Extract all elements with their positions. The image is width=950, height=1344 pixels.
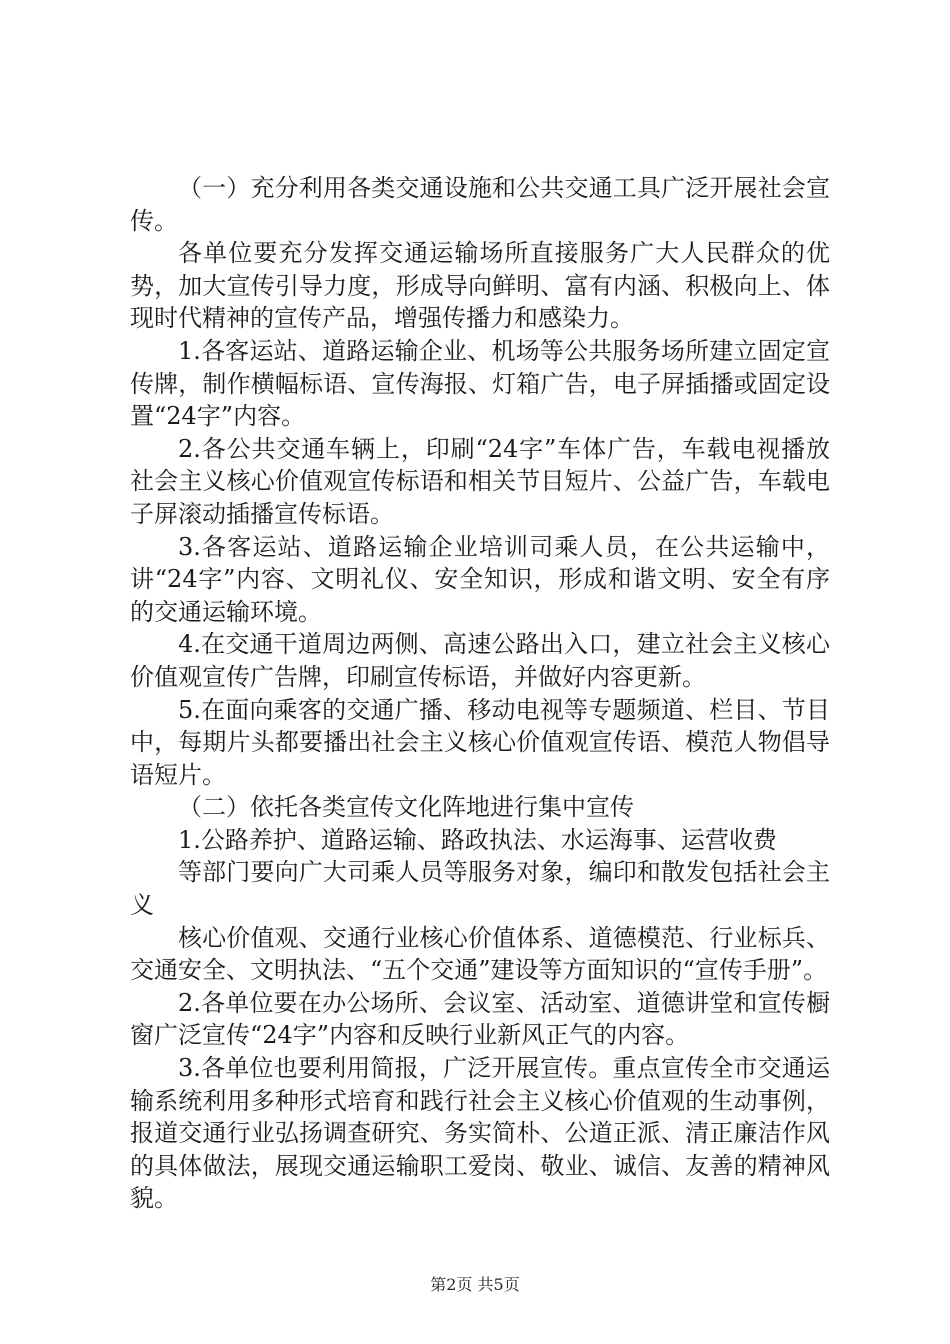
paragraph: 等部门要向广大司乘人员等服务对象，编印和散发包括社会主义 [130, 858, 830, 920]
list-item: 2.各公共交通车辆上，印刷“24字”车体广告，车载电视播放社会主义核心价值观宣传标语和相关节目短片、公益广告，车载电子屏滚动插播宣传标语。 [130, 434, 830, 528]
list-item: 1.各客运站、道路运输企业、机场等公共服务场所建立固定宣传牌，制作横幅标语、宣传海报、灯箱广告，电子屏插播或固定设置“24字”内容。 [130, 336, 830, 431]
section-heading-1: （一）充分利用各类交通设施和公共交通工具广泛开展社会宣传。 [130, 174, 830, 235]
paragraph: 各单位要充分发挥交通运输场所直接服务广大人民群众的优势，加大宣传引导力度，形成导向鲜明、富有内涵、积极向上、体现时代精神的宣传产品，增强传播力和感染力。 [130, 239, 830, 333]
document-body [130, 172, 830, 1215]
list-item: 3.各单位也要利用简报，广泛开展宣传。重点宣传全市交通运输系统利用多种形式培育和践行社会主义核心价值观的生动事例，报道交通行业弘扬调查研究、务实简朴、公道正派、清正廉洁作风的具体做法，展现交通运输职工爱岗、敬业、诚信、友善的精神风貌。 [130, 1054, 830, 1213]
list-item: 1.公路养护、道路运输、路政执法、水运海事、运营收费 [178, 825, 777, 854]
page-footer: 第2页 共5页 [430, 1275, 520, 1294]
list-item: 5.在面向乘客的交通广播、移动电视等专题频道、栏目、节目中，每期片头都要播出社会主义核心价值观宣传语、模范人物倡导语短片。 [130, 695, 830, 789]
list-item: 4.在交通干道周边两侧、高速公路出入口，建立社会主义核心价值观宣传广告牌，印刷宣传标语，并做好内容更新。 [130, 630, 830, 691]
section-heading-2: （二）依托各类宣传文化阵地进行集中宣传 [178, 793, 634, 822]
paragraph: 核心价值观、交通行业核心价值体系、道德模范、行业标兵、交通安全、文明执法、“五个交通”建设等方面知识的“宣传手册”。 [130, 923, 830, 985]
list-item: 3.各客运站、道路运输企业培训司乘人员，在公共运输中，讲“24字”内容、文明礼仪、安全知识，形成和谐文明、安全有序的交通运输环境。 [130, 532, 830, 626]
list-item: 2.各单位要在办公场所、会议室、活动室、道德讲堂和宣传橱窗广泛宣传“24字”内容和反映行业新风正气的内容。 [130, 988, 830, 1050]
